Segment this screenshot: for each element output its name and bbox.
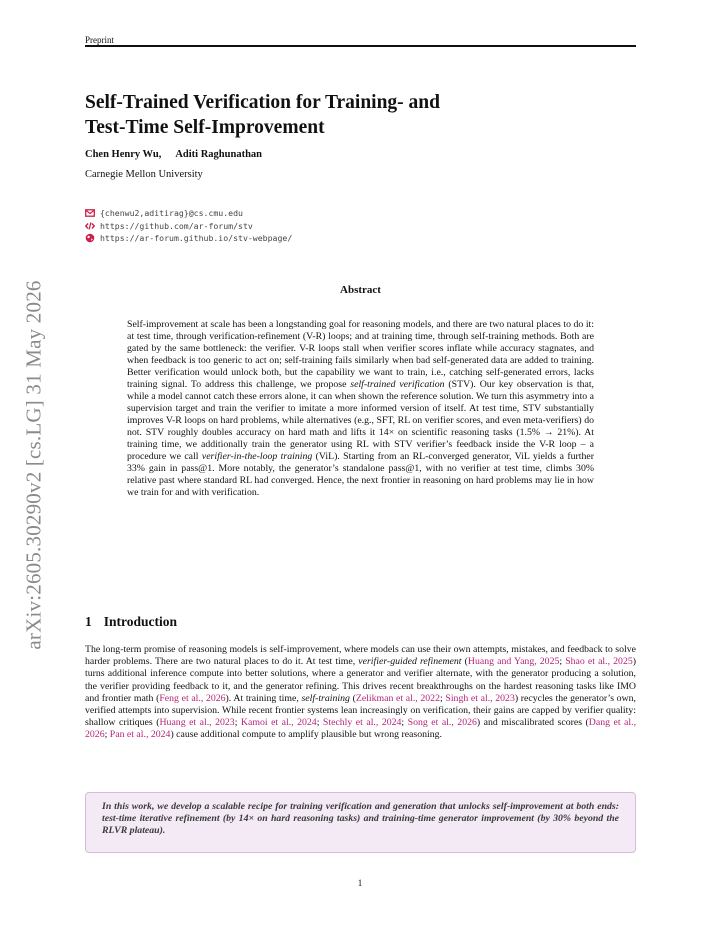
section-number: 1 — [85, 614, 92, 629]
citation-link[interactable]: Singh et al., 2023 — [445, 692, 515, 704]
contact-links — [85, 207, 292, 245]
citation-link[interactable]: Pan et al., 2024 — [109, 729, 171, 741]
key-contribution-callout — [85, 792, 636, 853]
paper-title — [85, 90, 636, 140]
citation-link[interactable]: Stechly et al., 2024 — [322, 717, 402, 729]
github-row[interactable] — [85, 220, 292, 233]
author-list — [85, 149, 262, 160]
email-row[interactable] — [85, 207, 292, 220]
emphasis: verifier-guided refinement — [358, 656, 462, 668]
email-address[interactable]: {chenwu2,aditirag}@cs.cmu.edu — [100, 208, 243, 218]
webpage-row[interactable] — [85, 232, 292, 245]
citation-link[interactable]: Dang et al., 2026 — [85, 717, 637, 741]
abstract-heading: Abstract — [340, 284, 381, 296]
envelope-icon — [85, 208, 95, 218]
title-line-1: Self-Trained Verification for Training- and — [85, 92, 440, 113]
emphasis: verifier-in-the-loop training — [201, 451, 313, 462]
globe-icon — [85, 233, 95, 243]
citation-link[interactable]: Zelikman et al., 2022 — [355, 692, 440, 704]
emphasis: self-training — [301, 692, 350, 704]
citation-link[interactable]: Huang et al., 2023 — [159, 717, 235, 729]
arxiv-identifier: arXiv:2605.30290v2 [cs.LG] 31 May 2026 — [21, 280, 46, 650]
running-header: Preprint — [85, 35, 114, 45]
author-name: Aditi Raghunathan — [175, 149, 262, 160]
introduction-paragraph: The long-term promise of reasoning models is self-improvement, where models can use their own attempts, mistakes, and feedback to solve harder problems. There are two natural places to do it. At test time, verifier-guided refinement (Huang and Yang, 2025; Shao et al., 2025) turns additional inference compute into better solutions, where a generator and verifier alternate, with the generator producing a solution, the verifier providing feedback to it, and the generator refining. This drives recent breakthroughs on the hardest reasoning tasks like IMO and frontier math (Feng et al., 2026). At training time, self-training (Zelikman et al., 2022; Singh et al., 2023) recycles the generator’s own, verified attempts into supervision. While recent frontier systems lean increasingly on verification, their gains are capped by verifier quality: shallow critiques (Huang et al., 2023; Kamoi et al., 2024; Stechly et al., 2024; Song et al., 2026) and miscalibrated scores (Dang et al., 2026; Pan et al., 2024) cause additional compute to amplify plausible but wrong reasoning. — [85, 644, 637, 741]
affiliation: Carnegie Mellon University — [85, 169, 203, 180]
code-icon — [85, 221, 95, 231]
abstract-text: Self-improvement at scale has been a longstanding goal for reasoning models, and there are two natural places to do it: at test time, through verification-refinement (V-R) loops; and at training time, through self-training methods. Both are gated by the same bottleneck: the verifier. V-R loops stall when verifier scores inflate while accuracy stagnates, and when feedback is too generic to act on; self-training fails similarly when bad self-generated data are added to training. Better verification would unlock both, but the capability we want to train, i.e., catching self-generated errors, lacks training signal. To address this challenge, we propose self-trained verification (STV). Our key observation is that, while a model cannot catch these errors alone, it can when shown the reference solution. We turn this asymmetry into a supervision target and train the verifier to imitate a more informed version of itself. At test time, STV substantially improves V-R loops on hard problems, while alternatives (e.g., SFT, RL on verifier scores, and even meta-verifiers) do not. STV roughly doubles accuracy on hard math and lifts it 14× on scientific reasoning tasks (1.5% → 21%). At training time, we additionally train the generator using RL with STV verifier’s feedback inside the V-R loop – a procedure we call verifier-in-the-loop training (ViL). Starting from an RL-converged generator, ViL yields a further 33% gain in pass@1. More notably, the generator’s standalone pass@1, with no verifier at test time, climbs 30% relative past where standard RL had converged. Hence, the next frontier in reasoning on hard problems may lie in how we train for and with verification. — [127, 319, 594, 498]
section-heading-introduction — [85, 614, 177, 630]
citation-link[interactable]: Song et al., 2026 — [407, 717, 477, 729]
webpage-link[interactable]: https://ar-forum.github.io/stv-webpage/ — [100, 233, 293, 243]
emphasis: self-trained verification — [350, 379, 445, 390]
header-rule — [85, 45, 636, 47]
callout-text: In this work, we develop a scalable recipe for training verification and generation that unlocks self-improvement at both ends: test-time iterative refinement (by 14× on hard reasoning tasks) and training-time generator improvement (by 30% beyond the RLVR plateau). — [102, 801, 619, 837]
section-title: Introduction — [103, 614, 178, 629]
citation-link[interactable]: Kamoi et al., 2024 — [240, 717, 317, 729]
title-line-2: Test-Time Self-Improvement — [85, 117, 325, 138]
page-number: 1 — [357, 878, 363, 888]
github-link[interactable]: https://github.com/ar-forum/stv — [100, 220, 253, 231]
citation-link[interactable]: Huang and Yang, 2025 — [467, 656, 560, 668]
citation-link[interactable]: Feng et al., 2026 — [159, 692, 226, 704]
author-name: Chen Henry Wu, — [85, 149, 162, 160]
citation-link[interactable]: Shao et al., 2025 — [565, 656, 633, 668]
